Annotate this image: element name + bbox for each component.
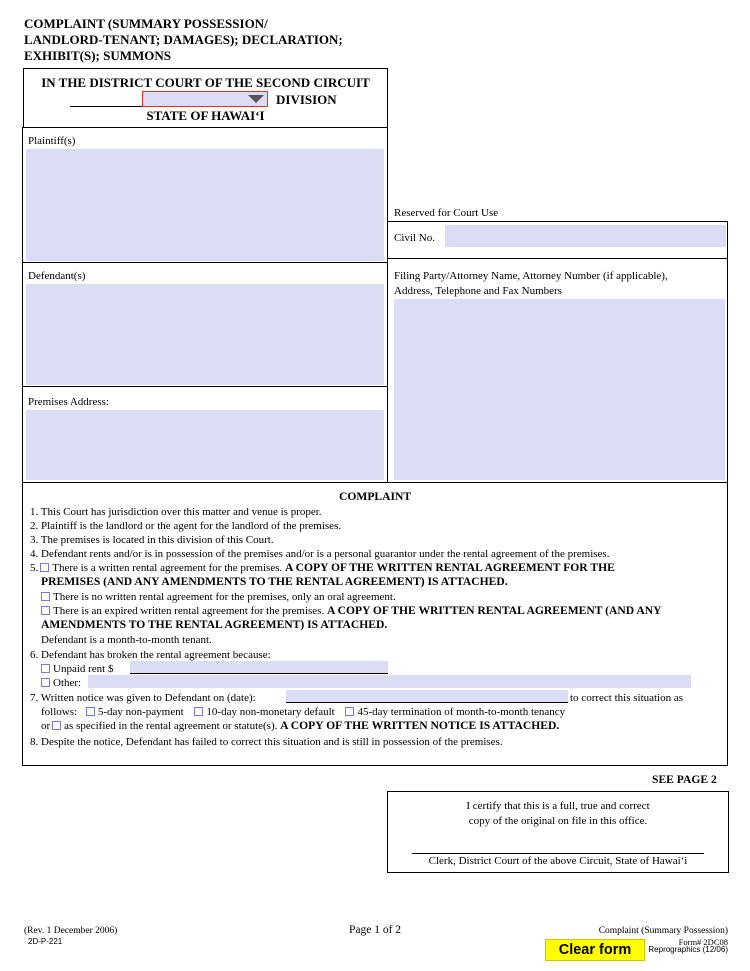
divider (388, 258, 728, 259)
complaint-item-5c (39, 604, 662, 618)
plaintiffs-field[interactable] (26, 149, 384, 261)
notice-options-row (41, 705, 565, 719)
filing-party-label-2: Address, Telephone and Fax Numbers (394, 285, 562, 297)
certification-line: I certify that this is a full, true and correct (466, 800, 650, 812)
clear-form-button[interactable]: Clear form (545, 939, 645, 961)
signature-line (412, 853, 704, 854)
checkbox-10day[interactable] (194, 707, 203, 716)
form-title-line: EXHIBIT(S); SUMMONS (24, 48, 171, 63)
divider (22, 262, 388, 263)
court-name: IN THE DISTRICT COURT OF THE SECOND CIRCUIT (41, 75, 370, 90)
complaint-item-1: 1. This Court has jurisdiction over this matter and venue is proper. (30, 506, 322, 518)
form-title (24, 16, 343, 64)
item-number: 5. (30, 562, 39, 574)
item-bold-text: A COPY OF THE WRITTEN RENTAL AGREEMENT FOR THE (285, 561, 615, 574)
notice-date-field[interactable] (286, 690, 568, 703)
defendants-label: Defendant(s) (28, 270, 86, 282)
filing-party-label: Filing Party/Attorney Name, Attorney Number (if applicable), (394, 270, 668, 282)
checkbox-other[interactable] (41, 678, 50, 687)
checkbox-unpaid-rent[interactable] (41, 664, 50, 673)
state-name: STATE OF HAWAIʻI (146, 108, 265, 123)
item-bold-text: AMENDMENTS TO THE RENTAL AGREEMENT) IS ATTACHED. (41, 618, 388, 631)
option-specified: as specified in the rental agreement or statute(s). (64, 720, 278, 732)
checkbox-oral-agreement[interactable] (41, 592, 50, 601)
division-label: DIVISION (276, 92, 337, 107)
follows-label: follows: (41, 706, 78, 718)
other-field[interactable] (88, 675, 691, 688)
defendants-field[interactable] (26, 284, 384, 385)
form-number: Form# 2DC08 (678, 937, 728, 947)
complaint-heading: COMPLAINT (339, 490, 412, 503)
court-caption (23, 68, 388, 128)
item-text: Defendant is a month-to-month tenant. (41, 634, 212, 646)
option-45day: 45-day termination of month-to-month tenancy (357, 706, 566, 718)
complaint-item-2: 2. Plaintiff is the landlord or the agent for the landlord of the premises. (30, 520, 342, 532)
checkbox-written-agreement[interactable] (40, 563, 49, 572)
complaint-item-5b (39, 590, 396, 604)
item-text: There is a written rental agreement for the premises. (52, 562, 283, 574)
checkbox-5day[interactable] (86, 707, 95, 716)
division-underline (70, 106, 142, 107)
see-page-note: SEE PAGE 2 (652, 773, 717, 786)
checkbox-specified[interactable] (52, 721, 61, 730)
certification-line: copy of the original on file in this office. (468, 815, 648, 827)
notice-specified-row (41, 719, 559, 733)
chevron-down-icon (248, 95, 264, 103)
form-title-line: COMPLAINT (SUMMARY POSSESSION/ (24, 16, 268, 31)
revision-date: (Rev. 1 December 2006) (24, 926, 118, 936)
division-select[interactable] (142, 91, 268, 107)
item-text: There is no written rental agreement for the premises, only an oral agreement. (53, 591, 396, 603)
form-name: Complaint (Summary Possession) (598, 926, 728, 936)
checkbox-expired-agreement[interactable] (41, 606, 50, 615)
filing-party-field[interactable] (394, 299, 725, 480)
complaint-item-3: 3. The premises is located in this division of this Court. (30, 534, 274, 546)
civil-no-field[interactable] (445, 225, 726, 247)
divider (22, 386, 388, 387)
premises-address-label: Premises Address: (28, 396, 109, 408)
certification-text (387, 799, 729, 829)
complaint-item-8: 8. Despite the notice, Defendant has failed to correct this situation and is still in possession of the premises. (30, 736, 503, 748)
item-text: There is an expired written rental agreement for the premises. (53, 605, 325, 617)
item7-tail: to correct this situation as (570, 692, 684, 704)
unpaid-rent-field[interactable] (130, 661, 388, 674)
complaint-item-4: 4. Defendant rents and/or is in possession of the premises and/or is a personal guarantor under the rental agreement of the premises. (30, 548, 610, 560)
checkbox-45day[interactable] (345, 707, 354, 716)
reprographics: Reprographics (12/06) (648, 945, 728, 954)
option-10day: 10-day non-monetary default (206, 706, 335, 718)
item-bold-text: PREMISES (AND ANY AMENDMENTS TO THE RENTAL AGREEMENT) IS ATTACHED. (41, 575, 508, 588)
item-bold-text: A COPY OF THE WRITTEN RENTAL AGREEMENT (AND ANY (326, 604, 662, 617)
notice-attached: A COPY OF THE WRITTEN NOTICE IS ATTACHED. (280, 719, 560, 732)
complaint-item-6: 6. Defendant has broken the rental agreement because: (30, 649, 271, 661)
unpaid-rent-label: Unpaid rent $ (53, 663, 114, 675)
form-title-line: LANDLORD-TENANT; DAMAGES); DECLARATION; (24, 32, 343, 47)
form-code: 2D-P-221 (28, 937, 63, 946)
other-row (39, 676, 81, 690)
premises-address-field[interactable] (26, 410, 384, 480)
clerk-label: Clerk, District Court of the above Circuit, State of Hawaiʻi (428, 855, 688, 867)
option-5day: 5-day non-payment (97, 706, 184, 718)
complaint-item-5a (30, 561, 615, 575)
civil-no-label: Civil No. (394, 232, 435, 244)
reserved-label: Reserved for Court Use (394, 207, 499, 219)
other-label: Other: (53, 677, 82, 689)
plaintiffs-label: Plaintiff(s) (28, 135, 76, 147)
complaint-item-7: 7. Written notice was given to Defendant on (date): (30, 692, 256, 704)
page-number: Page 1 of 2 (349, 924, 402, 936)
or-label: or (41, 720, 51, 732)
